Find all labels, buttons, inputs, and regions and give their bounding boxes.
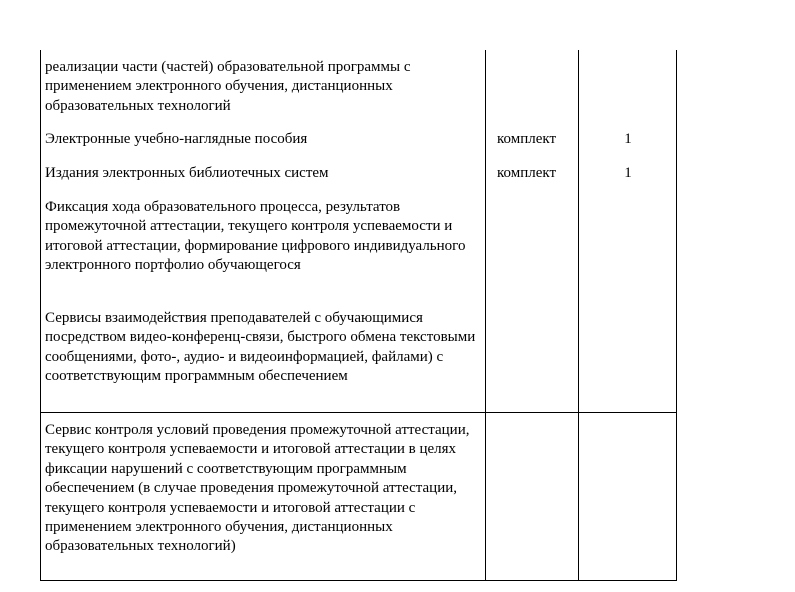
table-cell-quantity: 1 xyxy=(624,131,632,147)
table-cell-description: Издания электронных библиотечных систем xyxy=(45,165,329,181)
table-cell-unit: комплект xyxy=(497,131,557,147)
table-border-left xyxy=(40,50,41,581)
table-cell-quantity: 1 xyxy=(624,165,632,181)
table-cell-description: реализации части (частей) образовательной программы с применением электронного обучения, дистанционных образовательных технологий xyxy=(45,59,411,114)
table-cell-unit: комплект xyxy=(497,165,557,181)
table-cell-description: Электронные учебно-наглядные пособия xyxy=(45,131,308,147)
table-border-col-1 xyxy=(485,50,486,581)
table-cell-description: Сервисы взаимодействия преподавателей с обучающимися посредством видео-конференц-связи, быстрого обмена текстовыми сообщениями, фото-, аудио- и видеоинформацией, файлами) с соответствующим программным обеспечением xyxy=(45,310,476,385)
table-border-col-2 xyxy=(578,50,579,581)
table-border-bottom xyxy=(40,580,677,581)
table-border-right xyxy=(676,50,677,581)
table-cell-description: Сервис контроля условий проведения промежуточной аттестации, текущего контроля успеваемости и итоговой аттестации в целях фиксации нарушений с соответствующим программным обеспечением (в случае проведения промежуточной аттестации, текущего контроля успеваемости и итоговой аттестации с применением электронного обучения, дистанционных образовательных технологий) xyxy=(45,422,470,555)
row-separator xyxy=(40,412,677,413)
table-cell-description: Фиксация хода образовательного процесса, результатов промежуточной аттестации, текущего контроля успеваемости и итоговой аттестации, формирование цифрового индивидуального электронного портфолио обучающегося xyxy=(45,199,466,274)
